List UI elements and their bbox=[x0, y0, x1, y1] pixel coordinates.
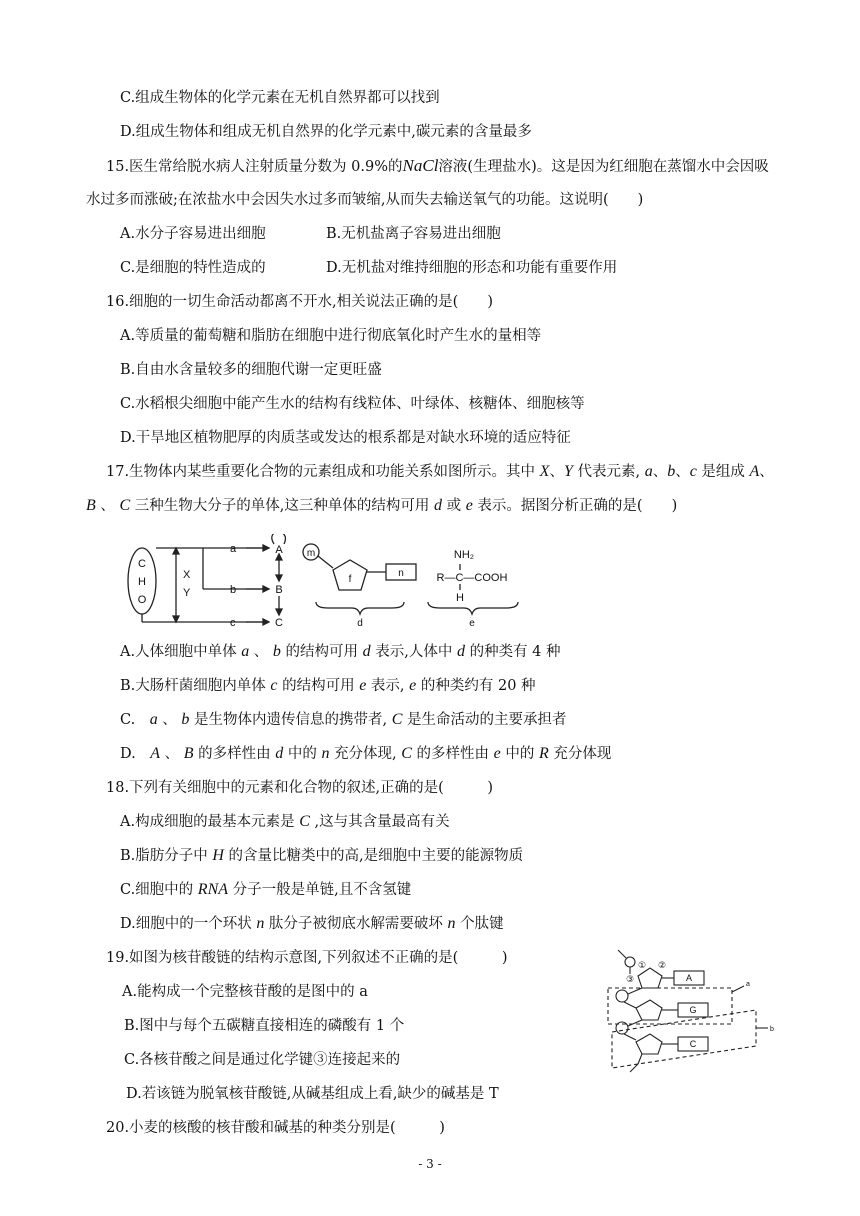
q17-option-c: C. a 、 b 是生物体内遗传信息的携带者, C 是生命活动的主要承担者 bbox=[120, 711, 567, 728]
q19-option-b: B.图中与每个五碳糖直接相连的磷酸有 1 个 bbox=[124, 1018, 405, 1034]
q18-stem: 18.下列有关细胞中的元素和化合物的叙述,正确的是( ) bbox=[106, 780, 493, 796]
q18-option-b: B.脂肪分子中 H 的含量比糖类中的高,是细胞中主要的能源物质 bbox=[120, 847, 524, 864]
d-part-f: f bbox=[348, 574, 352, 585]
marker-2: ② bbox=[658, 960, 667, 970]
q16-option-a: A.等质量的葡萄糖和脂肪在细胞中进行彻底氧化时产生水的量相等 bbox=[120, 328, 542, 344]
q15-option-c: C.是细胞的特性造成的 bbox=[120, 260, 266, 276]
q17-option-d: D. A 、 B 的多样性由 d 中的 n 充分体现, C 的多样性由 e 中的 R 充分体现 bbox=[120, 745, 612, 762]
base-g: G bbox=[689, 1005, 697, 1015]
monomer-a: a bbox=[230, 543, 237, 555]
q17-stem-line2: B 、 C 三种生物大分子的单体,这三种单体的结构可用 d 或 e 表示。据图分析正确的是( ) bbox=[86, 497, 678, 514]
monomer-c: c bbox=[230, 617, 236, 629]
base-a: A bbox=[685, 973, 693, 983]
d-part-n: n bbox=[398, 568, 404, 579]
q16-stem: 16.细胞的一切生命活动都离不开水,相关说法正确的是( ) bbox=[106, 294, 493, 310]
q15-option-a: A.水分子容易进出细胞 bbox=[120, 226, 266, 242]
q17-diagram bbox=[118, 534, 538, 630]
marker-1: ① bbox=[638, 960, 647, 970]
q16-option-d: D.干旱地区植物肥厚的肉质茎或发达的根系都是对缺水环境的适应特征 bbox=[120, 430, 571, 446]
marker-3: ③ bbox=[626, 974, 635, 984]
label-y: Y bbox=[183, 587, 191, 599]
q15-option-d: D.无机盐对维持细胞的形态和功能有重要作用 bbox=[326, 260, 618, 276]
e-label: e bbox=[469, 618, 475, 629]
base-c: C bbox=[689, 1039, 697, 1049]
label-a: a bbox=[746, 981, 750, 988]
q19-stem: 19.如图为核苷酸链的结构示意图,下列叙述不正确的是( ) bbox=[106, 950, 508, 966]
q18-option-c: C.细胞中的 RNA 分子一般是单链,且不含氢键 bbox=[120, 881, 412, 898]
macro-b: B bbox=[275, 584, 283, 596]
monomer-b: b bbox=[230, 584, 237, 596]
q15-stem-line2: 水过多而涨破;在浓盐水中会因失水过多而皱缩,从而失去输送氧气的功能。这说明( ) bbox=[86, 192, 644, 208]
q15-option-b: B.无机盐离子容易进出细胞 bbox=[326, 226, 501, 242]
d-part-m: m bbox=[306, 548, 316, 559]
e-nh2: NH₂ bbox=[453, 549, 475, 561]
label-b: b bbox=[770, 1026, 774, 1033]
macro-a: A bbox=[275, 544, 283, 556]
q19-option-a: A.能构成一个完整核苷酸的是图中的 a bbox=[122, 984, 368, 1000]
e-chain: R—C—COOH bbox=[436, 572, 508, 584]
q16-option-b: B.自由水含量较多的细胞代谢一定更旺盛 bbox=[120, 362, 382, 378]
e-h: H bbox=[456, 592, 464, 604]
element-o: O bbox=[137, 594, 147, 606]
q15-stem-line1: 15.医生常给脱水病人注射质量分数为 0.9%的NaCl溶液(生理盐水)。这是因为红细胞在蒸馏水中会因吸 bbox=[106, 156, 769, 175]
q19-option-d: D.若该链为脱氧核苷酸链,从碱基组成上看,缺少的碱基是 T bbox=[126, 1086, 499, 1102]
d-label: d bbox=[357, 618, 363, 629]
label-x: X bbox=[183, 569, 191, 581]
q18-option-a: A.构成细胞的最基本元素是 C ,这与其含量最高有关 bbox=[120, 813, 450, 830]
q14-option-c: C.组成生物体的化学元素在无机自然界都可以找到 bbox=[120, 90, 440, 106]
element-c: C bbox=[138, 558, 146, 570]
page-number: - 3 - bbox=[418, 1157, 442, 1171]
macro-c: C bbox=[275, 617, 283, 629]
q14-option-d: D.组成生物体和组成无机自然界的化学元素中,碳元素的含量最多 bbox=[120, 124, 532, 140]
q17-option-b: B.大肠杆菌细胞内单体 c 的结构可用 e 表示, e 的种类约有 20 种 bbox=[120, 677, 536, 694]
q16-option-c: C.水稻根尖细胞中能产生水的结构有线粒体、叶绿体、核糖体、细胞核等 bbox=[120, 396, 585, 412]
q17-option-a: A.人体细胞中单体 a 、 b 的结构可用 d 表示,人体中 d 的种类有 4 种 bbox=[120, 643, 561, 660]
q20-stem: 20.小麦的核酸的核苷酸和碱基的种类分别是( ) bbox=[106, 1120, 445, 1136]
q19-option-c: C.各核苷酸之间是通过化学键③连接起来的 bbox=[124, 1052, 401, 1068]
q17-stem-line1: 17.生物体内某些重要化合物的元素组成和功能关系如图所示。其中 X、Y 代表元素, a、b、c 是组成 A、 bbox=[106, 463, 774, 480]
q19-diagram bbox=[596, 946, 778, 1106]
q18-option-d: D.细胞中的一个环状 n 肽分子被彻底水解需要破坏 n 个肽键 bbox=[120, 915, 504, 932]
element-h: H bbox=[138, 576, 146, 588]
